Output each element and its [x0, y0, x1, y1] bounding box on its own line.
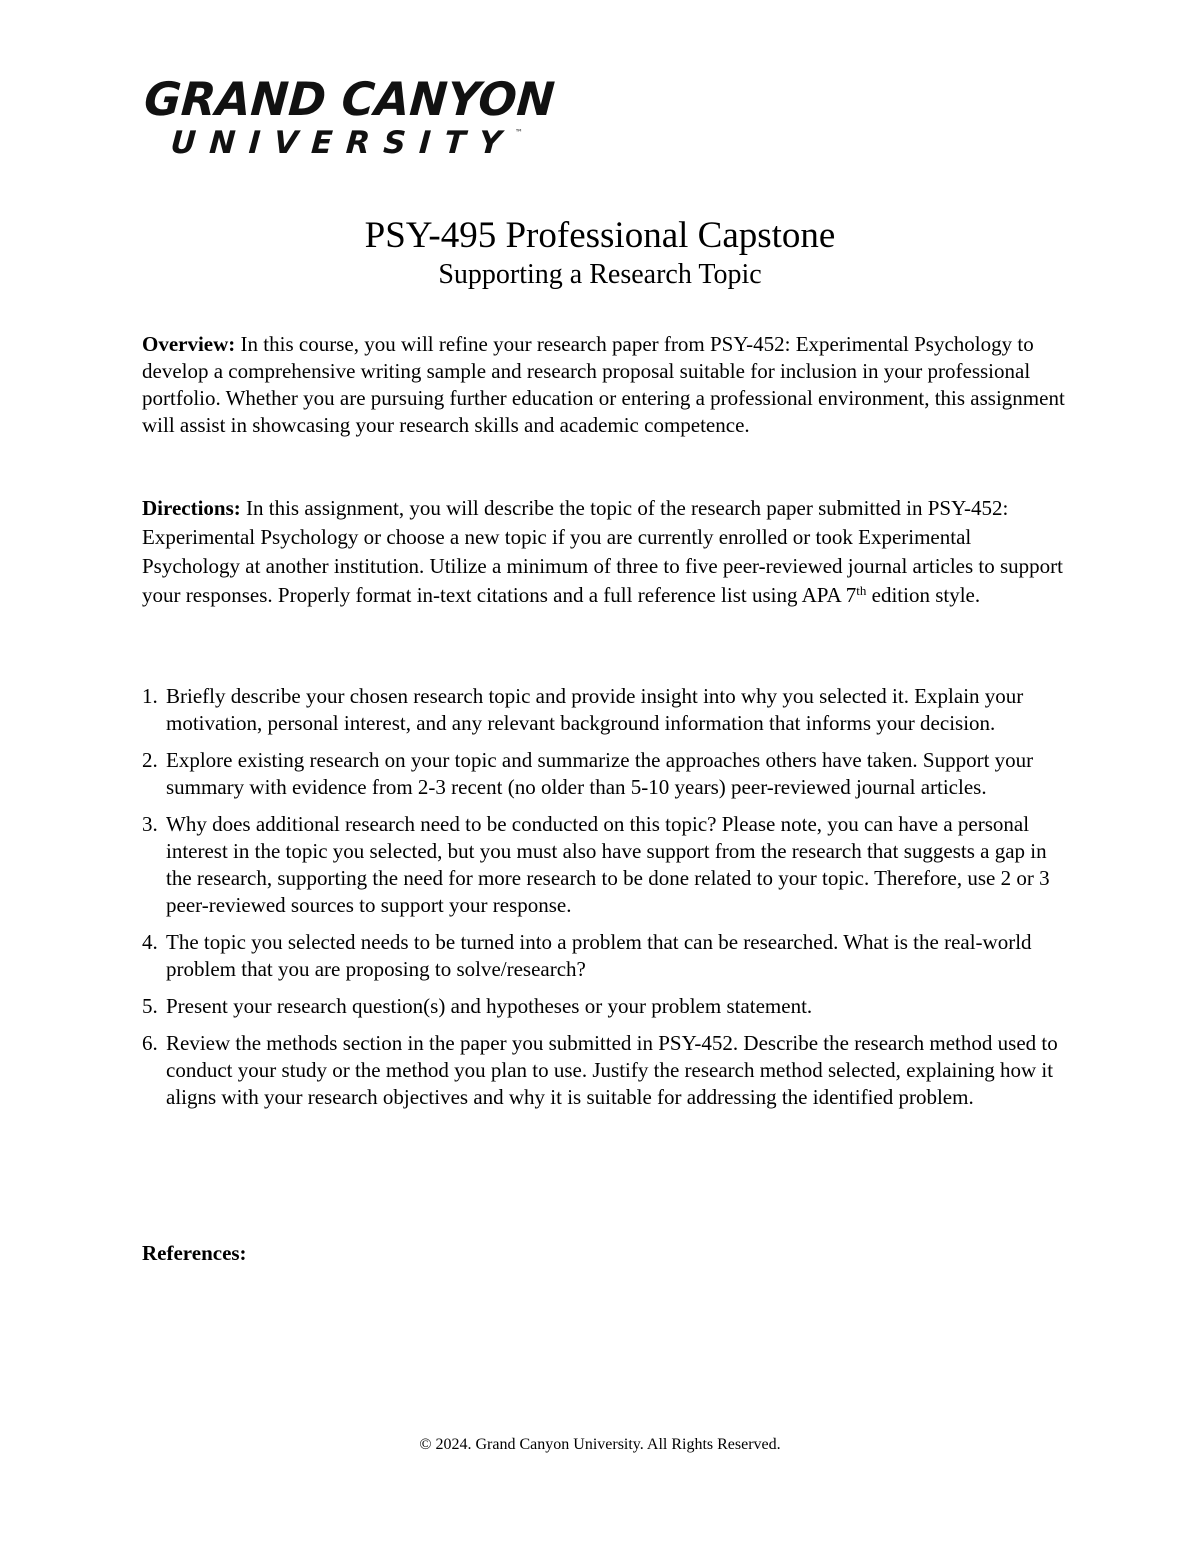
- directions-tail: edition style.: [866, 583, 981, 607]
- university-logo: [142, 72, 566, 164]
- document-title: PSY-495 Professional Capstone: [364, 215, 836, 256]
- directions-label: Directions:: [142, 496, 241, 520]
- list-item: [142, 747, 1072, 801]
- list-item: [142, 811, 1072, 919]
- references-heading: References:: [142, 1241, 247, 1265]
- directions-paragraph: [142, 494, 1072, 610]
- list-item: [142, 683, 1072, 737]
- list-item-text: Present your research question(s) and hypotheses or your problem statement.: [166, 994, 813, 1018]
- list-item-text: Review the methods section in the paper you submitted in PSY-452. Describe the research method used to conduct your study or the method you plan to use. Justify the research method selected, explaining how it aligns with your research objectives and why it is suitable for addressing the identified problem.: [166, 1031, 1058, 1109]
- list-item-number: 4.: [142, 930, 158, 954]
- logo-wordmark-line1: GRAND CANYON: [142, 72, 557, 126]
- ordinal-superscript: th: [856, 583, 867, 598]
- logo-wordmark-line2: UNIVERSITY: [169, 125, 517, 161]
- list-item-text: The topic you selected needs to be turned into a problem that can be researched. What is the real-world problem that you are proposing to solve/research?: [166, 930, 1032, 981]
- directions-text: In this assignment, you will describe the topic of the research paper submitted in PSY-452: Experimental Psychology or choose a new topic if you are currently enrolled or took Experimental Psychology at another institution. Utilize a minimum of three to five peer-reviewed journal articles to support your responses. Properly format in-text citations and a full reference list using APA 7: [142, 496, 1064, 607]
- question-list: [142, 683, 1072, 1121]
- list-item-number: 3.: [142, 812, 158, 836]
- list-item-number: 6.: [142, 1031, 158, 1055]
- list-item: [142, 929, 1072, 983]
- list-item-text: Explore existing research on your topic and summarize the approaches others have taken. Support your summary with evidence from 2-3 recent (no older than 5-10 years) peer-reviewed journal articles.: [166, 748, 1034, 799]
- overview-text: In this course, you will refine your research paper from PSY-452: Experimental Psychology to develop a comprehensive writing sample and research proposal suitable for inclusion in your professional portfolio. Whether you are pursuing further education or entering a professional environment, this assignment will assist in showcasing your research skills and academic competence.: [142, 332, 1065, 437]
- list-item: [142, 1030, 1072, 1111]
- overview-paragraph: [142, 331, 1072, 439]
- overview-label: Overview:: [142, 332, 236, 356]
- list-item-text: Why does additional research need to be conducted on this topic? Please note, you can have a personal interest in the topic you selected, but you must also have support from the research that suggests a gap in the research, supporting the need for more research to be done related to your topic. Therefore, use 2 or 3 peer-reviewed sources to support your response.: [166, 812, 1050, 917]
- document-subtitle: Supporting a Research Topic: [438, 259, 762, 290]
- list-item: [142, 993, 1072, 1020]
- list-item-number: 1.: [142, 684, 158, 708]
- copyright-footer: © 2024. Grand Canyon University. All Rights Reserved.: [419, 1436, 781, 1453]
- logo-trademark: ™: [515, 128, 523, 137]
- list-item-number: 5.: [142, 994, 158, 1018]
- list-item-number: 2.: [142, 748, 158, 772]
- list-item-text: Briefly describe your chosen research topic and provide insight into why you selected it. Explain your motivation, personal interest, and any relevant background information that informs your decision.: [166, 684, 1024, 735]
